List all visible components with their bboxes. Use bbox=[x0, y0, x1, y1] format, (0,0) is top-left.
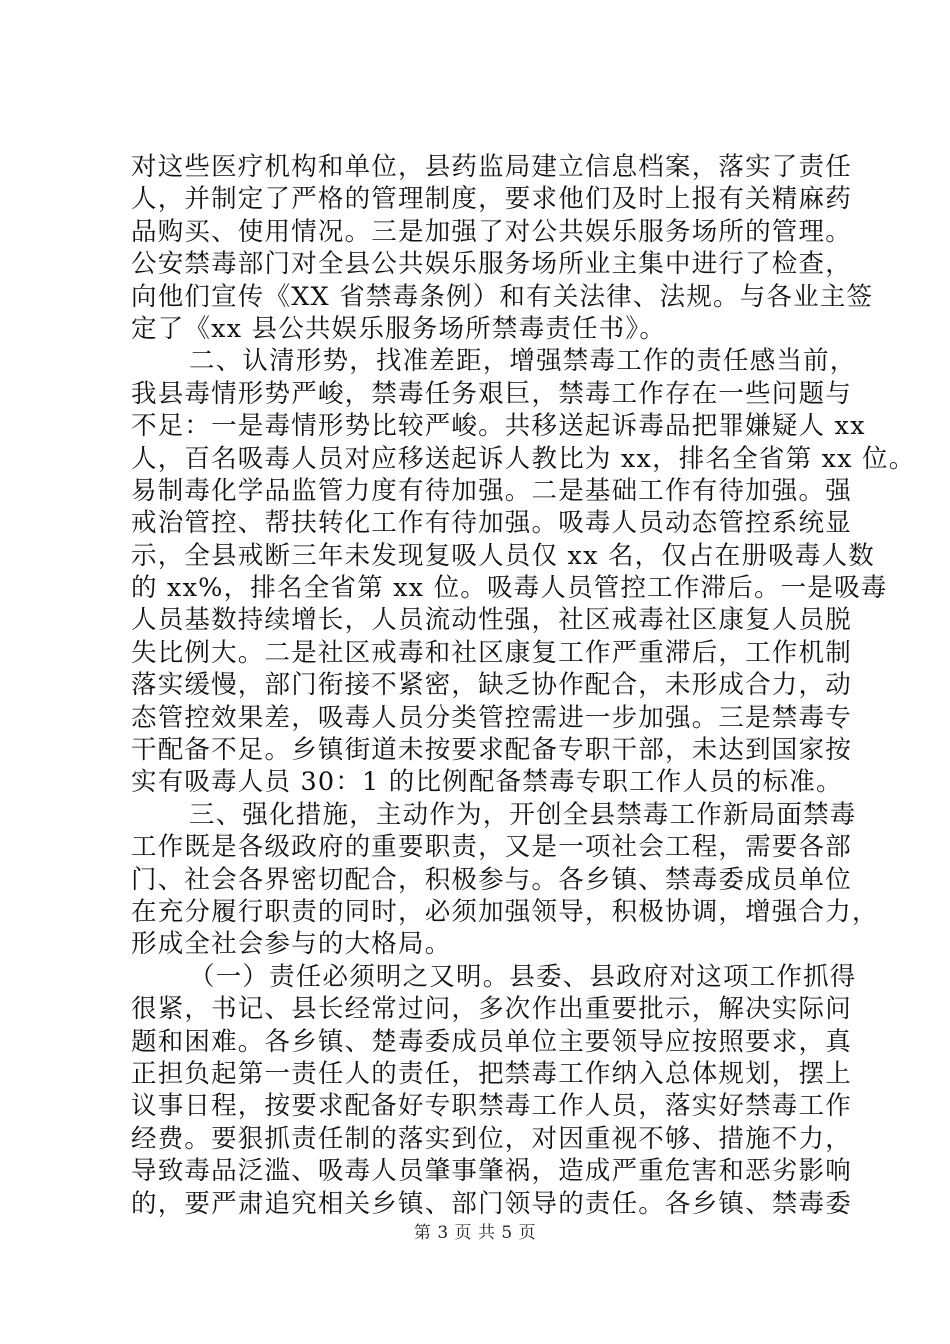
text-line: 失比例大。二是社区戒毒和社区康复工作严重滞后，工作机制 bbox=[131, 637, 852, 668]
text-line: 易制毒化学品监管力度有待加强。二是基础工作有待加强。强 bbox=[131, 475, 852, 506]
text-line: 的，要严肃追究相关乡镇、部门领导的责任。各乡镇、禁毒委 bbox=[131, 1188, 852, 1219]
text-line: 落实缓慢，部门衔接不紧密，缺乏协作配合，未形成合力，动 bbox=[131, 670, 852, 701]
text-line: 态管控效果差，吸毒人员分类管控需进一步加强。三是禁毒专 bbox=[131, 702, 852, 733]
text-line: （一）责任必须明之又明。县委、县政府对这项工作抓得 bbox=[189, 961, 857, 992]
text-line: 三、强化措施，主动作为，开创全县禁毒工作新局面禁毒 bbox=[189, 799, 857, 830]
text-line: 对这些医疗机构和单位，县药监局建立信息档案，落实了责任 bbox=[131, 152, 852, 182]
text-line: 定了《xx 县公共娱乐服务场所禁毒责任书》。 bbox=[131, 313, 667, 344]
text-line: 议事日程，按要求配备好专职禁毒工作人员，落实好禁毒工作 bbox=[131, 1091, 852, 1122]
page-footer: 第 3 页 共 5 页 bbox=[413, 1223, 537, 1243]
text-line: 公安禁毒部门对全县公共娱乐服务场所业主集中进行了检查， bbox=[131, 249, 852, 280]
text-line: 实有吸毒人员 30：1 的比例配备禁毒专职工作人员的标准。 bbox=[131, 767, 843, 798]
text-line: 我县毒情形势严峻，禁毒任务艰巨，禁毒工作存在一些问题与 bbox=[131, 378, 852, 409]
text-line: 在充分履行职责的同时，必须加强领导，积极协调，增强合力， bbox=[131, 896, 879, 927]
text-line: 干配备不足。乡镇街道未按要求配备专职干部，未达到国家按 bbox=[131, 735, 852, 766]
text-line: 导致毒品泛滥、吸毒人员肇事肇祸，造成严重危害和恶劣影响 bbox=[131, 1156, 852, 1187]
text-line: 形成全社会参与的大格局。 bbox=[131, 929, 452, 960]
text-line: 工作既是各级政府的重要职责，又是一项社会工程，需要各部 bbox=[131, 832, 852, 863]
text-line: 门、社会各界密切配合，积极参与。各乡镇、禁毒委成员单位 bbox=[131, 864, 852, 895]
text-line: 人，百名吸毒人员对应移送起诉人教比为 xx，排名全省第 xx 位。 bbox=[131, 443, 916, 474]
text-line: 正担负起第一责任人的责任，把禁毒工作纳入总体规划，摆上 bbox=[131, 1058, 852, 1089]
text-line: 示，全县戒断三年未发现复吸人员仅 xx 名，仅占在册吸毒人数 bbox=[131, 540, 875, 571]
text-line: 人，并制定了严格的管理制度，要求他们及时上报有关精麻药 bbox=[131, 184, 852, 215]
text-line: 品购买、使用情况。三是加强了对公共娱乐服务场所的管理。 bbox=[131, 216, 852, 247]
text-line: 二、认清形势，找准差距，增强禁毒工作的责任感当前， bbox=[189, 346, 857, 377]
text-line: 人员基数持续增长，人员流动性强，社区戒毒社区康复人员脱 bbox=[131, 605, 852, 636]
text-line: 很紧，书记、县长经常过问，多次作出重要批示，解决实际问 bbox=[131, 994, 852, 1025]
text-line: 不足：一是毒情形势比较严峻。共移送起诉毒品把罪嫌疑人 xx bbox=[131, 411, 866, 442]
text-line: 戒治管控、帮扶转化工作有待加强。吸毒人员动态管控系统显 bbox=[131, 508, 852, 539]
text-line: 经费。要狠抓责任制的落实到位，对因重视不够、措施不力， bbox=[131, 1123, 852, 1154]
text-line: 题和困难。各乡镇、楚毒委成员单位主要领导应按照要求，真 bbox=[131, 1026, 852, 1057]
document-body bbox=[131, 151, 916, 1220]
text-line: 向他们宣传《XX 省禁毒条例）和有关法律、法规。与各业主签 bbox=[131, 281, 874, 312]
text-line: 的 xx%，排名全省第 xx 位。吸毒人员管控工作滞后。一是吸毒 bbox=[131, 573, 888, 604]
